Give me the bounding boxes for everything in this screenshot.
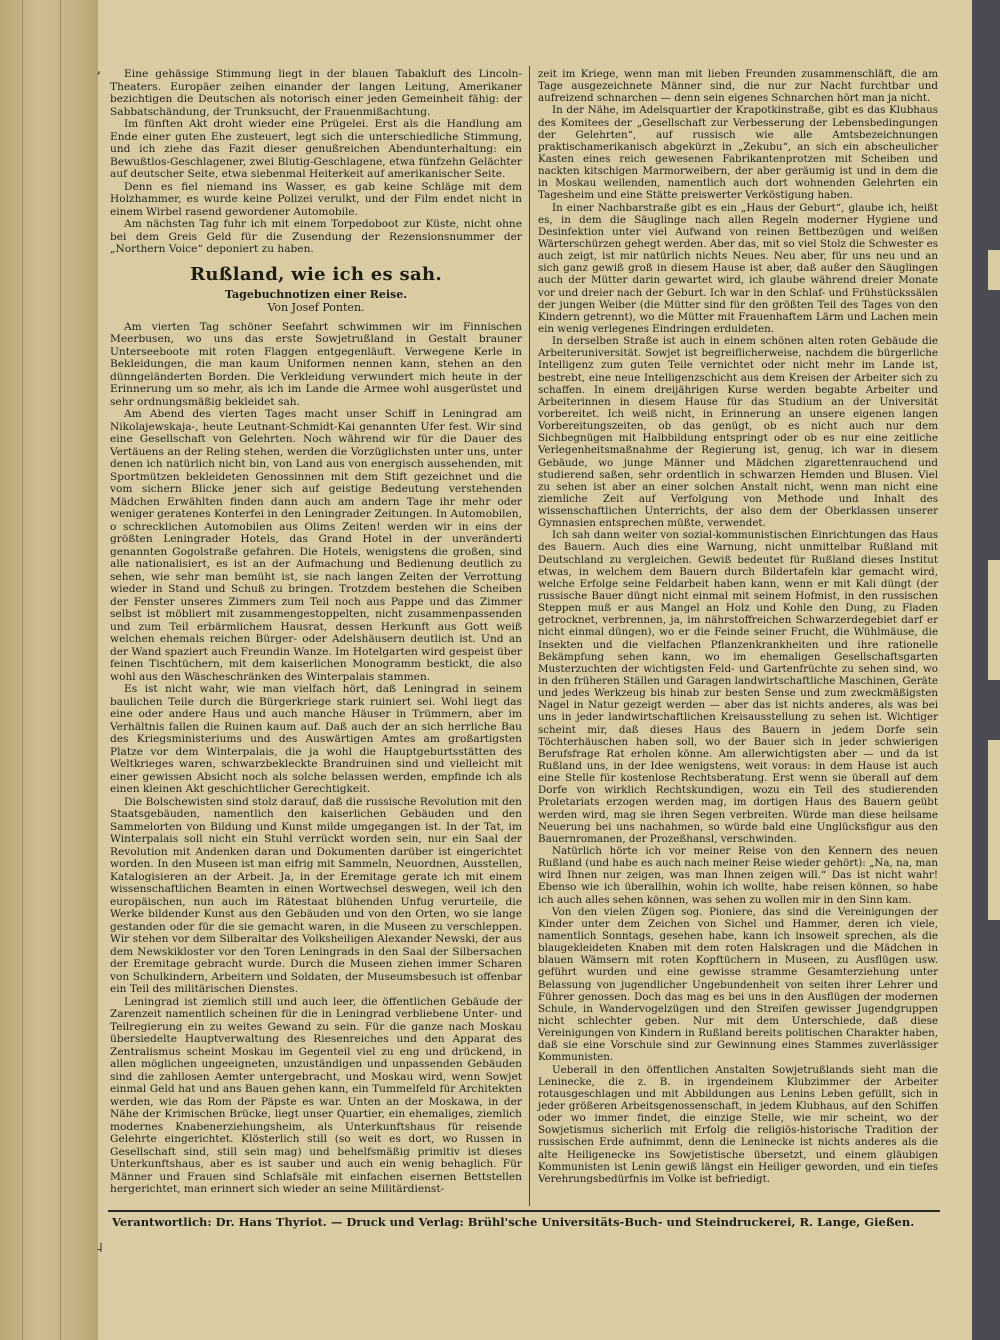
adjacent-page-fragment (988, 740, 1000, 920)
article-subtitle: Tagebuchnotizen einer Reise. (224, 287, 408, 301)
column-divider (529, 66, 530, 1206)
intro-paragraph: Eine gehässige Stimmung liegt in der blauen Tabakluft des Lincoln-Theaters. Europäer zeihen einander der langen Leitung, Amerikaner bezichtigen die Deutschen als notorisch einer jeden Gemeinheit fähig: der Sabbatschändung, der Trunksucht, der Frauenmißachtung. (110, 68, 522, 118)
footer-rule (108, 1210, 940, 1212)
article-paragraph: In derselben Straße ist auch in einem schönen alten roten Gebäude die Arbeiteruniversität. Sowjet ist begreiflicherweise, nachdem die bürgerliche Intelligenz zum guten Teile vernichtet oder nicht mehr im Lande ist, bestrebt, eine neue Intelligenzschicht aus dem Kreisen der Arbeiter sich zu schaffen. In einem dreijährigen Kurse werden begabte Arbeiter und Arbeiterinnen in diesem Hause für das Studium an der Universität vorbereitet. Ich weiß nicht, in Erinnerung an unsere eigenen langen Vorbereitungszeiten, ob das genügt, ob es nicht auch nur dem Sichbegnügen mit Halbbildung entspringt oder ob es nur eine zeitliche Verlegenheitsmaßnahme der Regierung ist, genug, ich war in diesem Gebäude, wo junge Männer und Mädchen zigarettenrauchend und studierend saßen, sehr ordentlich in schwarzen Hemden und Blusen. Viel zu sehen ist aber an einer solchen Anstalt nicht, wenn man nicht eine ziemliche Zeit auf Verfolgung von Methode und Inhalt des wissenschaftlichen Unterrichts, der also dem der Oberklassen unserer Gymnasien entsprechen müßte, verwendet. (538, 335, 938, 530)
article-title: Rußland, wie ich es sah. (190, 263, 442, 285)
article-paragraph: Am Abend des vierten Tages macht unser Schiff in Leningrad am Nikolajewskaja-, heute Leutnant-Schmidt-Kai genannten Ufer fest. Wir sind eine Gesellschaft von Gelehrten. Noch während wir für die Dauer des Vertäuens an der Reling stehen, werden die Vorzüglichsten unter uns, unter denen ich natürlich nicht bin, von Land aus von energisch aussehenden, mit Sportmützen bekleideten Genossinnen mit dem Stift gezeichnet und die vom sichern Blicke jener sich auf geistige Bedeutung verstehenden Mädchen Erwählten finden dann auch am andern Tage ihr mehr oder weniger geratenes Konterfei in den Leningrader Zeitungen. In Automobilen, o schrecklichen Automobilen aus Olims Zeiten! werden wir in eins der größten Leningrader Hotels, das Grand Hotel in der unveränderti genannten Gogolstraße gefahren. Die Hotels, wenigstens die großen, sind alle nationalisiert, es ist an der Aufmachung und Bedienung deutlich zu sehen, wie sehr man bemüht ist, sie nach langen Zeiten der Verrottung wieder in Stand und Schuß zu bringen. Trotzdem bestehen die Scheiben der Fenster unseres Zimmers zum Teil noch aus Pappe und das Zimmer selbst ist möbliert mit zusammengestoppelten, nicht zusammenpassenden und zum Teil erbärmlichem Hausrat, dessen Herkunft aus Gott weiß welchen ehemals reichen Bürger- oder Adelshäusern deutlich ist. Und an der Wand spaziert auch Freundin Wanze. Im Hotelgarten wird gespeist über feinen Tischtüchern, mit dem kaiserlichen Monogramm bestickt, die also wohl aus den Wäscheschränken des Winterpalais stammen. (110, 408, 522, 683)
binding-fold-line (60, 0, 61, 1340)
article-paragraph: zeit im Kriege, wenn man mit lieben Freunden zusammenschläft, die am Tage ausgezeichnete Männer sind, die nur zur Nacht furchtbar und aufreizend schnarchen — denn sein eigenes Schnarchen hört man ja nicht. (538, 68, 938, 105)
imprint-footer: Verantwortlich: Dr. Hans Thyriot. — Druck und Verlag: Brühl'sche Universitäts-Buch- und Steindruckerei, R. Lange, Gießen. (112, 1215, 915, 1229)
article-paragraph: Von den vielen Zügen sog. Pioniere, das sind die Vereinigungen der Kinder unter dem Zeichen von Sichel und Hammer, deren ich viele, namentlich Sonntags, gesehen habe, kann ich insoweit sprechen, als die blaugekleideten Knaben mit dem roten Halskragen und die Mädchen in blauen Wämsern mit roten Kopftüchern in Museen, zu Ausflügen usw. geführt wurden und eine gewisse stramme Gesamterziehung unter Belassung von jugendlicher Ungebundenheit von seiten ihrer Lehrer und Führer genossen. Doch das mag es bei uns in den Ausflügen der modernen Schule, in Wandervogelzügen und den Streifen gewisser Jugendgruppen nicht schlechter geben. Nur mit dem Unterschiede, daß diese Vereinigungen von Kindern in Rußland bereits politischen Charakter haben, daß sie eine Vorschule sind zur Gewinnung eines Stammes zuverlässiger Kommunisten. (538, 905, 938, 1064)
print-mark: ˨ (96, 1240, 103, 1256)
intro-paragraph: Im fünften Akt droht wieder eine Prügelei. Erst als die Handlung am Ende einer guten Ehe zusteuert, legt sich die unterschiedliche Stimmung, und ich ziehe das Fazit dieser genußreichen Abendunterhaltung: ein Bewußtlos-Geschlagener, zwei Blutig-Geschlagene, etwa fünfzehn Gelächter auf deutscher Seite, etwa siebenmal Heiterkeit auf amerikanischer Seite. (110, 118, 522, 180)
right-column (538, 68, 938, 1185)
adjacent-page-fragment (988, 250, 1000, 290)
intro-paragraph: Am nächsten Tag fuhr ich mit einem Torpedoboot zur Küste, nicht ohne bei dem Greis Geld für die Zusendung der Rezensionsnummer der „Northern Voice“ deponiert zu haben. (110, 218, 522, 255)
article-paragraph: Ueberall in den öffentlichen Anstalten Sowjetrußlands sieht man die Leninecke, die z. B. in irgendeinem Klubzimmer der Arbeiter rotausgeschlagen und mit Abbildungen aus Lenins Leben gefüllt, sich in jeder größeren Arbeitsgenossenschaft, in jedem Klubhaus, auf den Schiffen oder wo immer findet, die einzige Stelle, wie mir scheint, wo der Sowjetismus sicherlich mit Erfolg die religiös-historische Tradition der russischen Erde aufnimmt, denn die Leninecke ist nichts anderes als die alte Heiligenecke ins Sowjetistische übersetzt, und einem gläubigen Kommunisten ist Lenin gewiß längst ein Heiliger geworden, und ein tiefes Verehrungsbedürfnis im Volke ist befriedigt. (538, 1063, 938, 1185)
article-author: Von Josef Ponten. (267, 300, 365, 314)
left-column (110, 68, 522, 1196)
adjacent-page-fragment (988, 560, 1000, 680)
article-paragraph: Es ist nicht wahr, wie man vielfach hört, daß Leningrad in seinem baulichen Teile durch die Bürgerkriege stark ruiniert sei. Wohl liegt das eine oder andere Haus und auch manche Häuser in Trümmern, aber im Verhältnis fallen die Ruinen kaum auf. Daß auch der an sich herrliche Bau des Kriegsministeriums und des Auswärtigen Amtes am großartigsten Platze vor dem Winterpalais, die ja wohl die Hauptgeburtsstätten des Weltkrieges waren, schwarzbekleckte Brandruinen sind und vielleicht mit einer gewissen Absicht noch als solche belassen werden, empfinde ich als einen kleinen Akt geschichtlicher Gerechtigkeit. (110, 683, 522, 795)
book-binding (0, 0, 101, 1340)
article-paragraph: Ich sah dann weiter von sozial-kommunistischen Einrichtungen das Haus des Bauern. Auch dies eine Warnung, nicht unmittelbar Rußland mit Deutschland zu vergleichen. Gewiß bedeutet für Rußland dieses Institut etwas, in welchem dem Bauern durch Bildertafeln klar gemacht wird, welche Erfolge seine Feldarbeit haben kann, wenn er mit Kali düngt (der russische Bauer düngt nicht einmal mit seinem Hofmist, in den russischen Steppen muß er aus Mangel an Holz und Kohle den Dung, zu Fladen getrocknet, verbrennen, ja, im nährstoffreichen Schwarzerdegebiet darf er nicht einmal düngen), wo er die Feinde seiner Frucht, die Wühlmäuse, die Insekten und die vielfachen Pflanzenkrankheiten und ihre rationelle Bekämpfung sehen kann, wo im ehemaligen Gesellschaftsgarten Musterzuchten der wichtigsten Feld- und Gartenfrüchte zu sehen sind, wo in den früheren Ställen und Garagen landwirtschaftliche Maschinen, Geräte und jedes Werkzeug bis hinab zur besten Sense und zum zweckmäßigsten Nagel in Natur gezeigt werden — aber das ist nichts anderes, als was bei uns in jeder landwirtschaftlichen Kreisausstellung zu sehen ist. Wichtiger scheint mir, daß dieses Haus des Bauern in jedem Dorfe sein Töchterhäuschen haben soll, wo der Bauer sich in jeder schwierigen Berufsfrage Rat erholen könne. Am allerwichtigsten aber — und da ist Rußland uns, in der Idee wenigstens, weit voraus: in dem Hause ist auch eine Stelle für kostenlose Rechtsberatung. Erst wenn sie überall auf dem Dorfe von wirklich Rechtskundigen, wozu ein Teil des studierenden Proletariats erzogen werden mag, im dortigen Haus des Bauern geübt werden wird, mag sie ihren Segen verbreiten. Würde man diese heilsame Neuerung bei uns nachahmen, so würde bald eine Unglücksfigur aus den Bauernromanen, der Prozeßhansl, verschwinden. (538, 529, 938, 845)
article-paragraph: In der Nähe, im Adelsquartier der Krapotkinstraße, gibt es das Klubhaus des Komitees der „Gesellschaft zur Verbesserung der Lebensbedingungen der Gelehrten“, auf russisch wie alle Amtsbezeichnungen praktischamerikanisch abgekürzt in „Zekubu“, an sich ein abscheulicher Kasten eines reich gewesenen Fabrikantenprotzen mit Scheiben und nackten kitschigen Marmorweibern, der aber geräumig ist und in dem die in Moskau weilenden, namentlich auch dort wohnenden Gelehrten ein Tagesheim und eine Stätte preiswerter Verköstigung haben. (538, 104, 938, 202)
article-paragraph: Am vierten Tag schöner Seefahrt schwimmen wir im Finnischen Meerbusen, wo uns das erste Sowjetrußland in Gestalt brauner Unterseeboote mit roten Flaggen entgegenläuft. Verwegene Kerle in Bekleidungen, die man kaum Uniformen nennen kann, stehen an den dünngeländerten Borden. Die Verkleidung verwundert mich heute in der Erinnerung um so mehr, als ich im Lande die Armee wohl ausgerüstet und sehr ordnungsmäßig bekleidet sah. (110, 320, 522, 408)
binding-fold-line (22, 0, 23, 1340)
article-paragraph: Natürlich hörte ich vor meiner Reise von den Kennern des neuen Rußland (und habe es auch nach meiner Reise wieder gehört): „Na, na, man wird Ihnen nur zeigen, was man Ihnen zeigen will.“ Das ist nicht wahr! Ebenso wie ich überallhin, wohin ich wollte, habe reisen können, so habe ich auch alles sehen können, was sehen zu wollen mir in den Sinn kam. (538, 845, 938, 906)
print-mark: ʼ (96, 70, 101, 86)
article-paragraph: Leningrad ist ziemlich still und auch leer, die öffentlichen Gebäude der Zarenzeit namentlich scheinen für die in Leningrad verbliebene Unter- und Teilregierung ein zu weites Gewand zu sein. Für die ganze nach Moskau übersiedelte Hauptverwaltung des Riesenreiches und den Apparat des Zentralismus scheint Moskau im Gegenteil viel zu eng und drückend, in allen möglichen ungeeigneten, unzuständigen und unpassenden Gebäuden sind die zahllosen Aemter untergebracht, und Moskau wird, wenn Sowjet einmal Geld hat und ans Bauen gehen kann, ein Tummelfeld für Architekten werden, wie das Rom der Päpste es war. Unten an der Moskawa, in der Nähe der Krimischen Brücke, liegt unser Quartier, ein ehemaliges, ziemlich modernes Knabenerziehungsheim, als Unterkunftshaus für reisende Gelehrte eingerichtet. Klösterlich still (so weit es dort, wo Russen in Gesellschaft sind, still sein mag) und behelfsmäßig primitiv ist dieses Unterkunftshaus, aber es ist sauber und auch ein wenig behaglich. Für Männer und Frauen sind Schlafsäle mit einfachen eisernen Bettstellen hergerichtet, man erinnert sich wieder an seine Militärdienst- (110, 995, 522, 1195)
article-paragraph: In einer Nachbarstraße gibt es ein „Haus der Geburt“, glaube ich, heißt es, in dem die Säuglinge nach allen Regeln moderner Hygiene und Desinfektion unter viel Aufwand von reinen Bettbezügen und weißen Wärterschürzen gehegt werden. Aber das, mit so viel Stolz die Schwester es auch zeigt, ist mir natürlich nichts Neues. Neu aber, für uns neu und an sich ganz gewiß groß in diesem Hause ist aber, daß außer den Säuglingen auch der Mütter darin gewartet wird, ich glaube während dreier Monate vor und dreier nach der Geburt. Ich war in den Schlaf- und Frühstückssälen der jungen Weiber (die Mütter sind für den größten Teil des Tages von den Kindern getrennt), wo die Mütter mit Frauenhaftem Lärm und Lachen mein ein wenig verlegenes Eindringen erduldeten. (538, 201, 938, 335)
intro-paragraph: Denn es fiel niemand ins Wasser, es gab keine Schläge mit dem Holzhammer, es wurde keine Polizei verulkt, und der Film endet nicht in einem Wirbel rasend gewordener Automobile. (110, 180, 522, 218)
article-paragraph: Die Bolschewisten sind stolz darauf, daß die russische Revolution mit den Staatsgebäuden, namentlich den kaiserlichen Gebäuden und den Sammelorten von Bildung und Kunst milde umgegangen ist. In der Tat, im Winterpalais soll nicht ein Stuhl verrückt worden sein, nur ein Saal der Revolution mit Andenken daran und Dokumenten darüber ist eingerichtet worden. In den Museen ist man eifrig mit Sammeln, Neuordnen, Ausstellen, Katalogisieren an der Arbeit. Ja, in der Eremitage gerate ich mit einem wissenschaftlichen Beamten in einen Wortwechsel deswegen, weil ich den europäischen, nun auch im Rätestaat blühenden Unfug verurteile, die Werke bildender Kunst aus den Gebäuden und von den Orten, wo sie lange gestanden oder für die sie gemacht waren, in die Museen zu verschleppen. Wir stehen vor dem Silberaltar des Volksheiligen Alexander Newski, der aus dem Newskikloster vor den Toren Leningrads in den Saal der Silbersachen der Eremitage gebracht wurde. Durch die Museen ziehen immer Scharen von Schulkindern, Arbeitern und Soldaten, der Museumsbesuch ist offenbar ein Teil des militärischen Dienstes. (110, 795, 522, 995)
